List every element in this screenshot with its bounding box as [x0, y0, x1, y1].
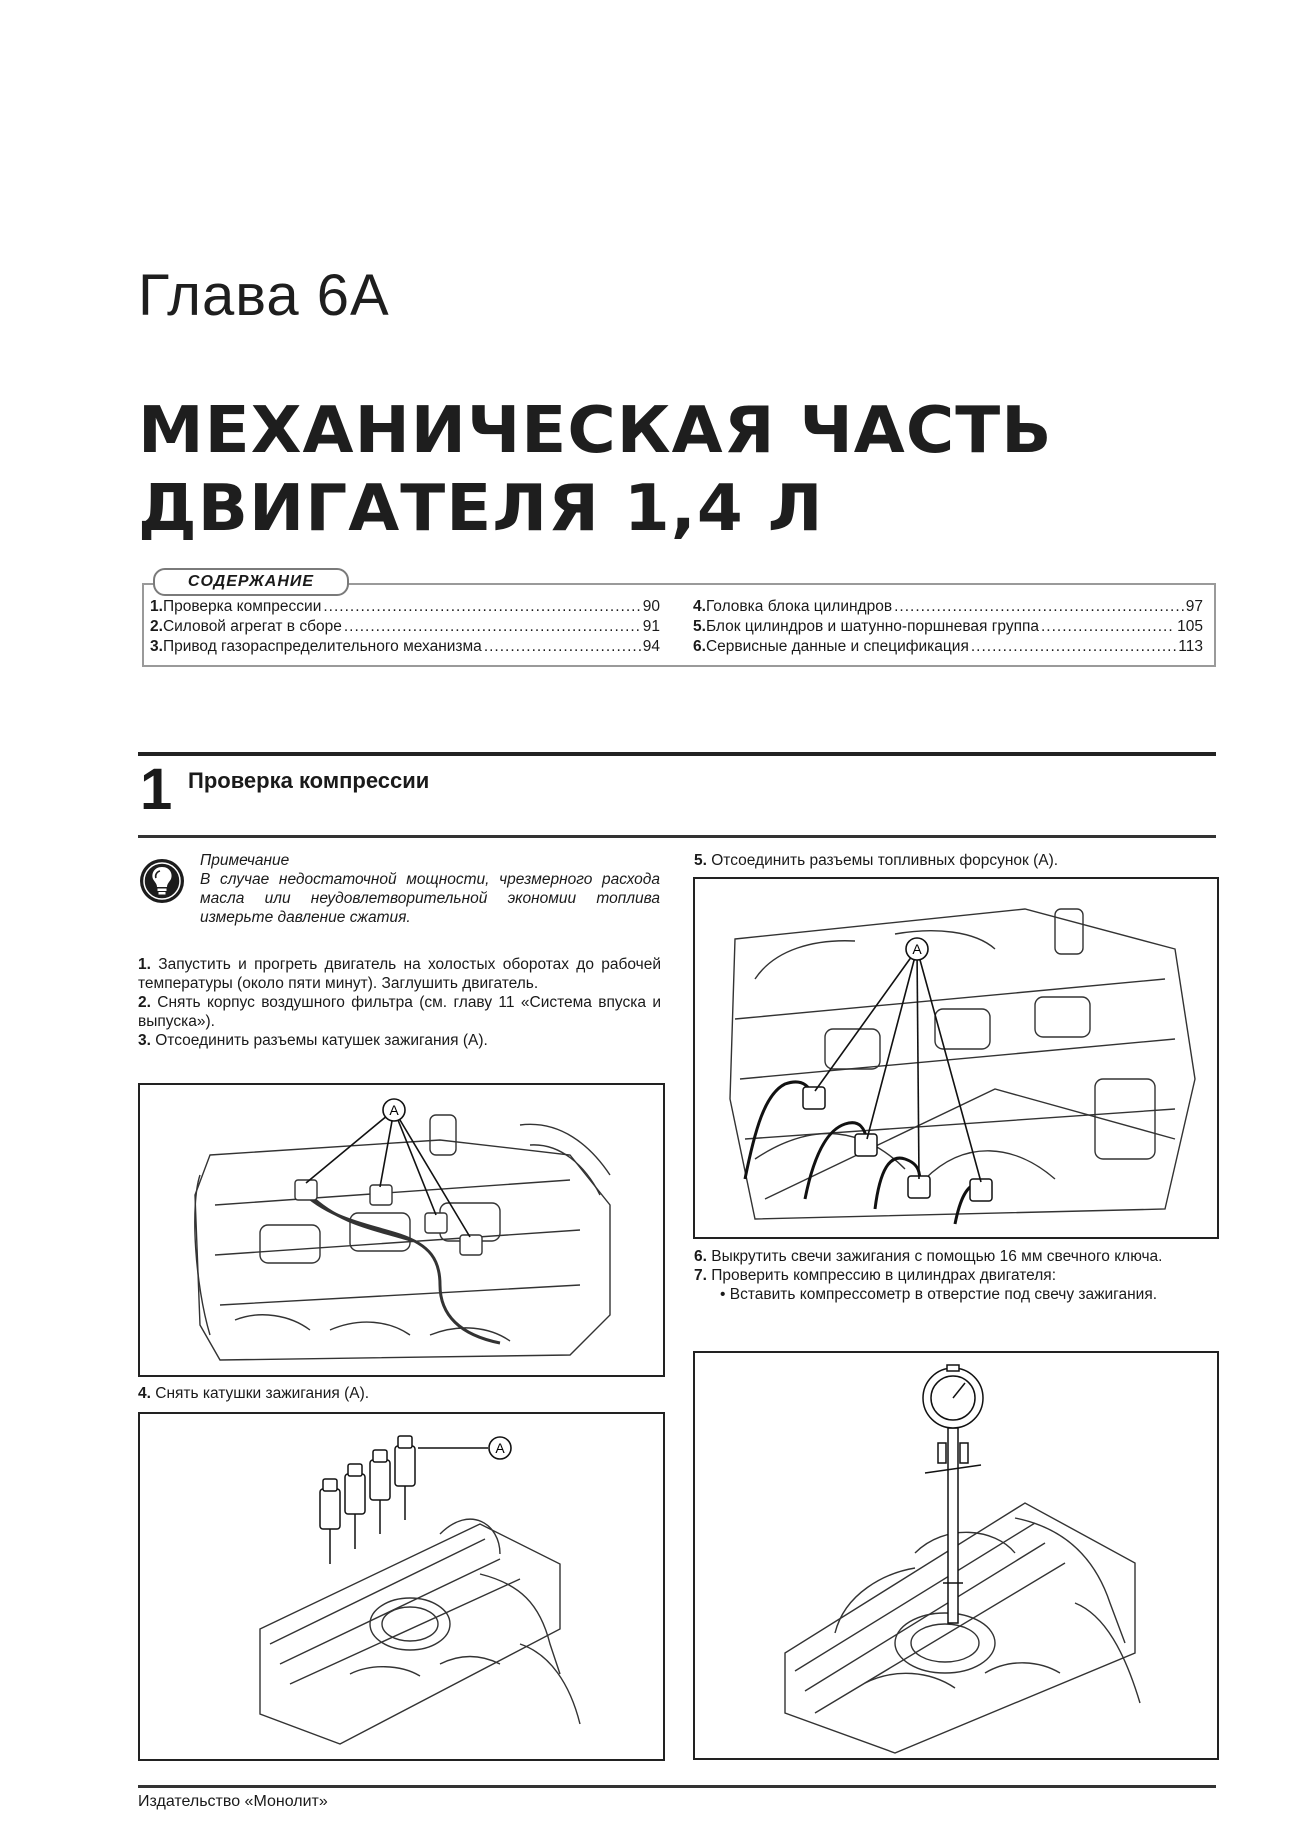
title-line-1: МЕХАНИЧЕСКАЯ ЧАСТЬ [138, 394, 1053, 468]
step-7-bullet: • Вставить компрессометр в отверстие под свечу зажигания. [720, 1286, 1158, 1303]
toc-column-left [150, 598, 660, 658]
step-7: 7. Проверить компрессию в цилиндрах двигателя: [694, 1267, 1057, 1284]
toc-entry[interactable]: 3. Привод газораспределительного механизма ..... 94 [150, 638, 660, 658]
note [200, 851, 660, 927]
step-2: 2. Снять корпус воздушного фильтра (см. главу 11 «Система впуска и выпуска»). [138, 994, 661, 1030]
footer-rule [138, 1785, 1216, 1788]
engine-drawing [695, 879, 1217, 1237]
step-3: 3. Отсоединить разъемы катушек зажигания (А). [138, 1032, 488, 1049]
callout-a: A [389, 1102, 399, 1118]
steps-6-7 [694, 1247, 1214, 1304]
toc-label: СОДЕРЖАНИЕ [153, 568, 349, 596]
figure-compression-gauge [693, 1351, 1219, 1760]
chapter-title [138, 392, 1053, 548]
chapter-label: Глава 6А [138, 263, 390, 328]
figure-fuel-injector-connectors [693, 877, 1219, 1239]
section-rule [138, 835, 1216, 838]
engine-drawing [140, 1414, 663, 1759]
step-4: 4. Снять катушки зажигания (А). [138, 1385, 370, 1402]
section-title: Проверка компрессии [188, 768, 430, 793]
lightbulb-icon [138, 857, 186, 905]
figure-ignition-coils [138, 1412, 665, 1761]
footer-publisher: Издательство «Монолит» [138, 1793, 328, 1810]
steps-1-3 [138, 955, 661, 1050]
toc-entry[interactable]: 5. Блок цилиндров и шатунно-поршневая группа ..... 105 [693, 618, 1203, 638]
step-5: 5. Отсоединить разъемы топливных форсунок (А). [694, 852, 1059, 869]
step-1: 1. Запустить и прогреть двигатель на холостых оборотах до рабочей температуры (около пяти минут). Заглушить двигатель. [138, 956, 661, 992]
callout-a: A [912, 941, 922, 957]
section-rule-top [138, 752, 1216, 756]
toc-entry[interactable]: 2. Силовой агрегат в сборе ..... 91 [150, 618, 660, 638]
toc-column-right [693, 598, 1203, 658]
note-heading: Примечание [200, 852, 290, 869]
figure-ignition-coil-connectors [138, 1083, 665, 1377]
engine-drawing [695, 1353, 1217, 1758]
callout-a: A [495, 1440, 505, 1456]
toc-entry[interactable]: 6. Сервисные данные и спецификация ..... 113 [693, 638, 1203, 658]
title-line-2: ДВИГАТЕЛЯ 1,4 Л [138, 472, 824, 546]
toc-entry[interactable]: 1. Проверка компрессии ..... 90 [150, 598, 660, 618]
note-text: В случае недостаточной мощности, чрезмерного расхода масла или неудовлетворительной экономии топлива измерьте давление сжатия. [200, 871, 660, 926]
engine-drawing [140, 1085, 663, 1375]
toc-entry[interactable]: 4. Головка блока цилиндров ..... 97 [693, 598, 1203, 618]
step-6: 6. Выкрутить свечи зажигания с помощью 16 мм свечного ключа. [694, 1248, 1163, 1265]
section-number: 1 [140, 757, 173, 822]
